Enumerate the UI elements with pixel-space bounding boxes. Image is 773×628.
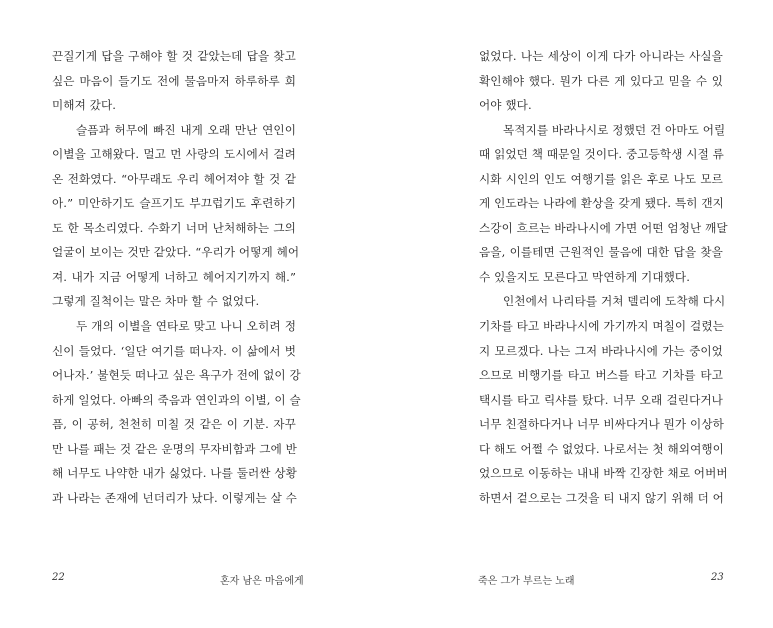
body-line: 때 읽었던 책 때문일 것이다. 중고등학생 시절 류 [479,147,724,162]
running-title: 죽은 그가 부르는 노래 [478,576,575,587]
right-page [386,0,773,628]
body-line: 미해져 갔다. [52,98,117,113]
body-line: 수 있을지도 모른다고 막연하게 기대했다. [479,269,691,284]
body-line: 얼굴이 보이는 것만 같았다. “우리가 어떻게 헤어 [52,245,300,260]
body-line: 이별을 고해왔다. 멀고 먼 사랑의 도시에서 걸려 [52,147,296,162]
body-line: 시화 시인의 인도 여행기를 읽은 후로 나도 모르 [479,171,723,186]
body-line: 픔, 이 공허, 천천히 미칠 것 같은 이 기분. 자꾸 [52,417,296,432]
body-line: 싶은 마음이 들기도 전에 물음마저 하루하루 희 [52,73,296,88]
body-line: 기차를 타고 바라나시에 가기까지 며칠이 걸렸는 [479,319,724,334]
left-page-body [52,44,301,510]
body-line: 져. 내가 지금 어떻게 너하고 헤어지기까지 해.” [52,269,296,284]
right-page-body [479,44,728,510]
body-line: 그렇게 질척이는 말은 차마 할 수 없었다. [52,294,260,309]
page-number: 23 [711,572,724,583]
left-page [0,0,386,628]
body-line: 아.” 미안하기도 슬프기도 부끄럽기도 후련하기 [52,196,296,211]
body-line: 음을, 이를테면 근원적인 물음에 대한 답을 찾을 [479,245,723,260]
body-line: 과 나라는 존재에 넌더리가 났다. 이렇게는 살 수 [52,490,297,505]
body-line: 스강이 흐르는 바라나시에 가면 어떤 엄청난 깨달 [479,220,728,235]
body-line: 다 해도 어쩔 수 없었다. 나로서는 첫 해외여행이 [479,441,724,456]
body-line: 인천에서 나리타를 거쳐 델리에 도착해 다시 [503,294,726,309]
body-line: 끈질기게 답을 구해야 할 것 같았는데 답을 찾고 [52,49,296,63]
body-line: 확인해야 했다. 뭔가 다른 게 있다고 믿을 수 있 [479,73,723,88]
body-line: 해 너무도 나약한 내가 싫었다. 나를 둘러싼 상황 [52,466,297,481]
body-line: 너무 친절하다거나 너무 비싸다거나 뭔가 이상하 [479,417,724,432]
body-line: 두 개의 이별을 연타로 맞고 나니 오히려 정 [76,319,296,334]
body-line: 신이 들었다. ‘일단 여기를 떠나자. 이 삶에서 벗 [52,343,296,358]
page-number: 22 [52,572,65,583]
body-line: 도 한 목소리였다. 수화기 너머 난처해하는 그의 [52,220,296,235]
body-line: 지 모르겠다. 나는 그저 바라나시에 가는 중이었 [479,343,723,358]
body-line: 없었다. 나는 세상이 이게 다가 아니라는 사실을 [479,49,723,63]
body-line: 온 전화였다. “아무래도 우리 헤어져야 할 것 같 [52,171,296,186]
running-title: 혼자 남은 마음에게 [220,576,304,587]
body-line: 게 인도라는 나라에 환상을 갖게 됐다. 특히 갠지 [479,196,724,211]
body-line: 으므로 비행기를 타고 버스를 타고 기차를 타고 [479,368,723,383]
body-line: 어야 했다. [479,98,532,113]
body-line: 만 나를 패는 것 같은 운명의 무자비함과 그에 반 [52,441,297,456]
body-line: 택시를 타고 릭샤를 탔다. 너무 오래 걸린다거나 [479,392,723,407]
body-line: 어나자.’ 불현듯 떠나고 싶은 욕구가 전에 없이 강 [52,368,301,383]
body-line: 하면서 겉으로는 그것을 티 내지 않기 위해 더 어 [479,490,724,505]
body-line: 하게 일었다. 아빠의 죽음과 연인과의 이별, 이 슬 [52,392,301,407]
body-line: 슬픔과 허무에 빠진 내게 오래 만난 연인이 [76,122,296,137]
body-line: 었으므로 이동하는 내내 바짝 긴장한 채로 어버버 [479,466,728,481]
body-line: 목적지를 바라나시로 정했던 건 아마도 어릴 [503,122,726,137]
